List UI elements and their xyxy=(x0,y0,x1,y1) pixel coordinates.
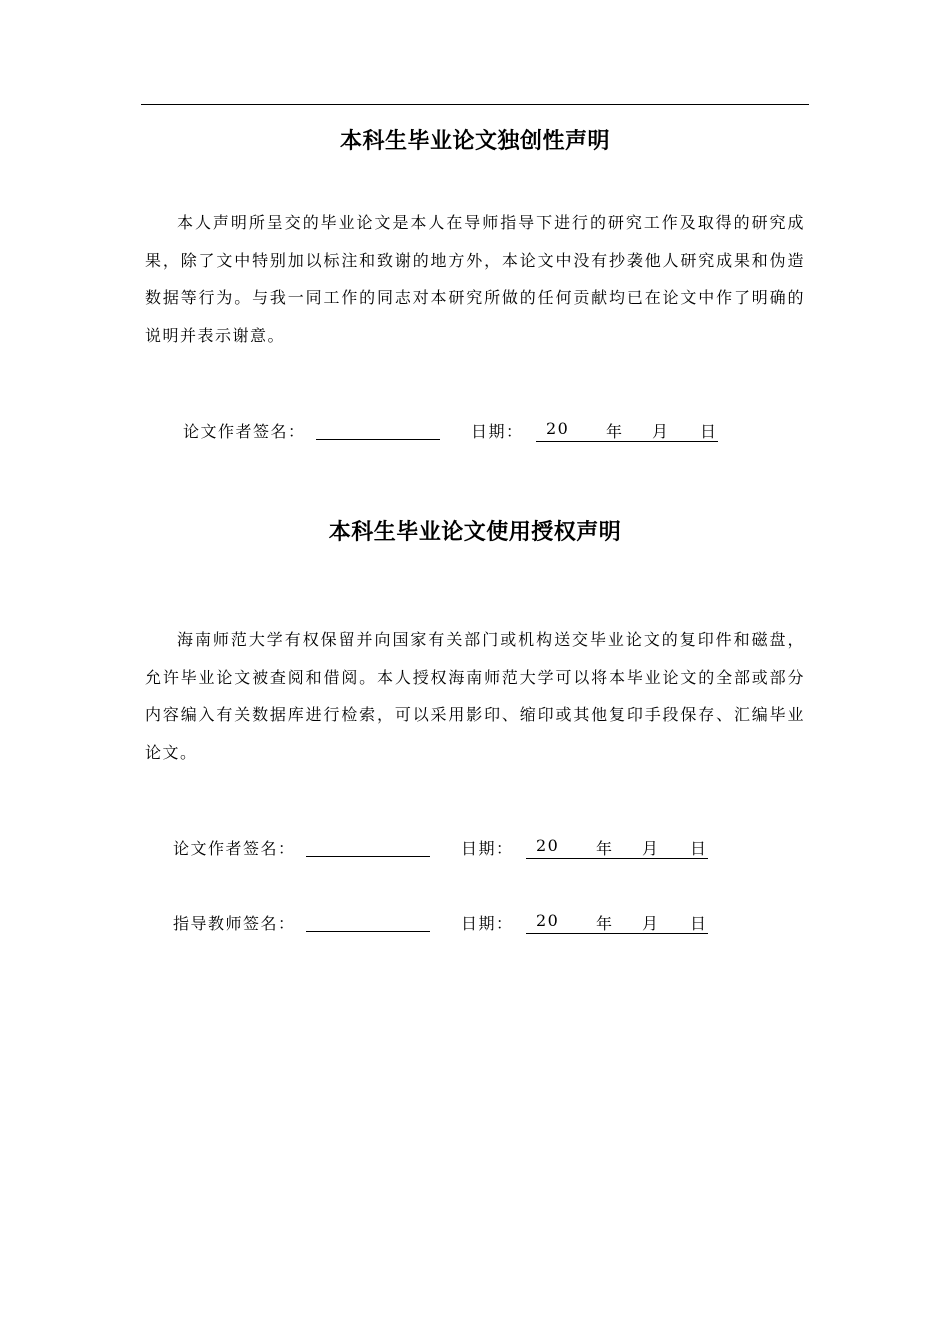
advisor-signature-label: 指导教师签名： xyxy=(173,914,296,933)
date-field[interactable] xyxy=(526,911,708,934)
authorization-body: 海南师范大学有权保留并向国家有关部门或机构送交毕业论文的复印件和磁盘，允许毕业论文被查阅和借阅。本人授权海南师范大学可以将本毕业论文的全部或部分内容编入有关数据库进行检索，可以采用影印、缩印或其他复印手段保存、汇编毕业论文。 xyxy=(145,630,805,762)
date-day-unit: 日 xyxy=(690,839,708,858)
author-signature-label: 论文作者签名： xyxy=(183,422,306,441)
date-year: 20 xyxy=(536,836,560,855)
author-signature-label: 论文作者签名： xyxy=(173,839,296,858)
author-signature-field[interactable] xyxy=(316,439,440,440)
date-year-unit: 年 xyxy=(606,422,624,441)
date-year: 20 xyxy=(536,911,560,930)
date-month-unit: 月 xyxy=(642,914,660,933)
date-label: 日期： xyxy=(461,914,514,933)
advisor-signature-field[interactable] xyxy=(306,931,430,932)
date-field[interactable] xyxy=(526,836,708,859)
date-day-unit: 日 xyxy=(700,422,718,441)
top-rule xyxy=(141,104,809,105)
authorization-advisor-signature-row xyxy=(173,911,733,937)
originality-signature-row xyxy=(183,419,743,445)
date-year-unit: 年 xyxy=(596,839,614,858)
date-field[interactable] xyxy=(536,419,718,442)
authorization-title: 本科生毕业论文使用授权声明 xyxy=(328,520,622,545)
originality-body: 本人声明所呈交的毕业论文是本人在导师指导下进行的研究工作及取得的研究成果，除了文中特别加以标注和致谢的地方外，本论文中没有抄袭他人研究成果和伪造数据等行为。与我一同工作的同志对本研究所做的任何贡献均已在论文中作了明确的说明并表示谢意。 xyxy=(145,213,805,345)
originality-title: 本科生毕业论文独创性声明 xyxy=(339,129,610,154)
date-year: 20 xyxy=(546,419,570,438)
date-day-unit: 日 xyxy=(690,914,708,933)
date-month-unit: 月 xyxy=(642,839,660,858)
author-signature-field[interactable] xyxy=(306,856,430,857)
authorization-author-signature-row xyxy=(173,836,733,862)
date-label: 日期： xyxy=(461,839,514,858)
date-label: 日期： xyxy=(471,422,524,441)
date-year-unit: 年 xyxy=(596,914,614,933)
date-month-unit: 月 xyxy=(652,422,670,441)
